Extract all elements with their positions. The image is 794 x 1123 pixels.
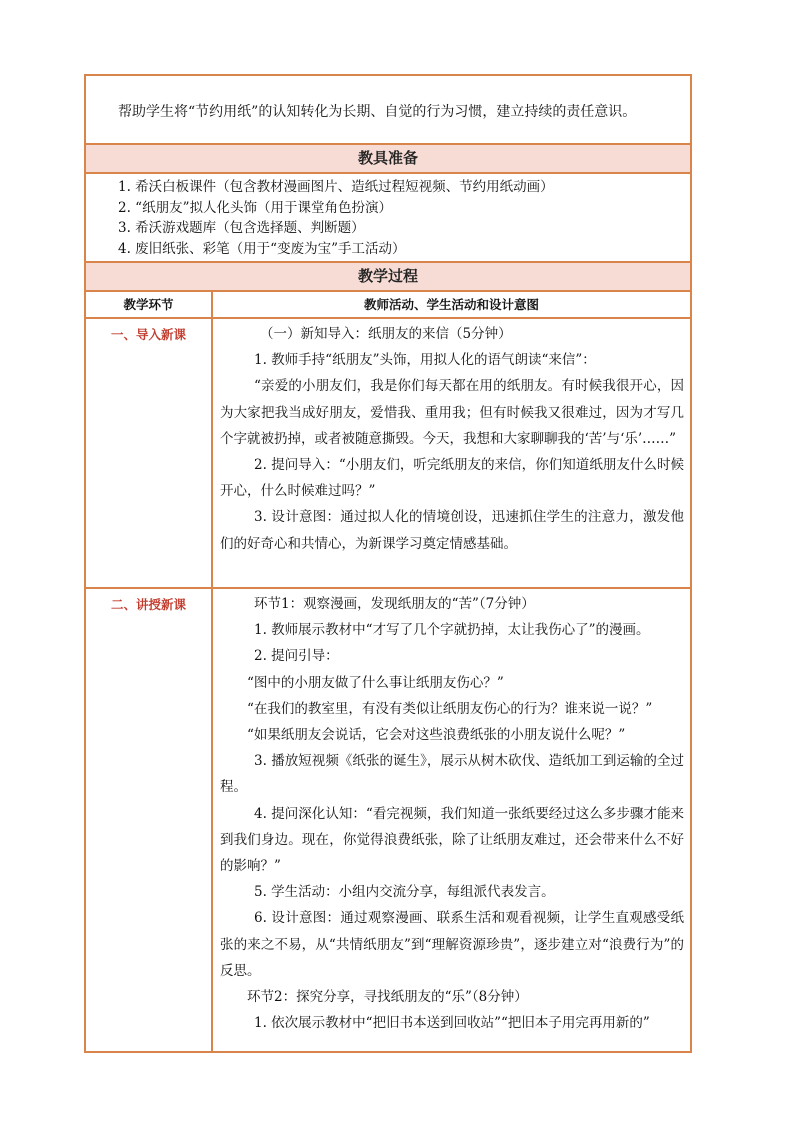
section-heading: 环节1：观察漫画，发现纸朋友的“苦”（7分钟） bbox=[254, 596, 535, 612]
goal-row bbox=[85, 75, 691, 144]
materials-item: 1. 希沃白板课件（包含教材漫画图片、造纸过程短视频、节约用纸动画） bbox=[118, 179, 554, 195]
paragraph: “亲爱的小朋友们，我是你们每天都在用的纸朋友。有时候我很开心，因为大家把我当成好朋友，爱惜我、重用我；但有时候我又很难过，因为才写几个字就被扔掉，或者被随意撕毁。今天，我想和大家聊聊我的‘苦’与‘乐’……” bbox=[220, 378, 684, 447]
section-body-intro bbox=[212, 318, 691, 588]
paragraph: 1. 教师手持“纸朋友”头饰，用拟人化的语气朗读“来信”： bbox=[254, 352, 596, 369]
column-header-row bbox=[85, 291, 691, 318]
paragraph: 1. 教师展示教材中“才写了几个字就扔掉，太让我伤心了”的漫画。 bbox=[254, 622, 650, 639]
materials-heading: 教具准备 bbox=[85, 144, 691, 173]
paragraph: “在我们的教室里，有没有类似让纸朋友伤心的行为？谁来说一说？” bbox=[247, 700, 653, 717]
process-heading: 教学过程 bbox=[85, 262, 691, 291]
paragraph: 5. 学生活动：小组内交流分享，每组派代表发言。 bbox=[254, 884, 555, 901]
materials-item: 3. 希沃游戏题库（包含选择题、判断题） bbox=[118, 220, 365, 236]
paragraph: 3. 设计意图：通过拟人化的情境创设，迅速抓住学生的注意力，激发他们的好奇心和共情心，为新课学习奠定情感基础。 bbox=[220, 509, 684, 552]
materials-list bbox=[85, 173, 691, 262]
stage-label-new-lesson: 二、讲授新课 bbox=[85, 588, 212, 1052]
section-row-new-lesson bbox=[85, 588, 691, 1052]
paragraph: “如果纸朋友会说话，它会对这些浪费纸张的小朋友说什么呢？” bbox=[247, 727, 626, 744]
lesson-plan-sheet bbox=[84, 74, 690, 1053]
paragraph: 2. 提问导入：“小朋友们，听完纸朋友的来信，你们知道纸朋友什么时候开心，什么时候难过吗？” bbox=[220, 457, 684, 500]
process-heading-row bbox=[85, 262, 691, 291]
materials-heading-row bbox=[85, 144, 691, 173]
lesson-plan-table bbox=[84, 74, 692, 1053]
paragraph: 4. 提问深化认知：“看完视频，我们知道一张纸要经过这么多步骤才能来到我们身边。现在，你觉得浪费纸张，除了让纸朋友难过，还会带来什么不好的影响？” bbox=[220, 805, 684, 875]
paragraph: 6. 设计意图：通过观察漫画、联系生活和观看视频，让学生直观感受纸张的来之不易，从“共情纸朋友”到“理解资源珍贵”，逐步建立对“浪费行为”的反思。 bbox=[220, 910, 684, 979]
paragraph: “图中的小朋友做了什么事让纸朋友伤心？” bbox=[247, 674, 504, 691]
paragraph: 1. 依次展示教材中“把旧书本送到回收站”“把旧本子用完再用新的” bbox=[254, 1015, 650, 1032]
section-body-new-lesson bbox=[212, 588, 691, 1052]
materials-item: 2. “纸朋友”拟人化头饰（用于课堂角色扮演） bbox=[118, 199, 392, 216]
section-row-intro bbox=[85, 318, 691, 588]
section-heading: 环节2：探究分享，寻找纸朋友的“乐”（8分钟） bbox=[247, 989, 528, 1006]
column-header-stage: 教学环节 bbox=[85, 291, 212, 318]
column-header-activities: 教师活动、学生活动和设计意图 bbox=[212, 291, 691, 318]
paragraph: 2. 提问引导： bbox=[254, 648, 339, 665]
materials-list-row bbox=[85, 173, 691, 262]
materials-item: 4. 废旧纸张、彩笔（用于“变废为宝”手工活动） bbox=[118, 240, 406, 257]
section-heading: （一）新知导入：纸朋友的来信（5分钟） bbox=[260, 326, 512, 342]
stage-label-intro: 一、导入新课 bbox=[85, 318, 212, 588]
paragraph: 3. 播放短视频《纸张的诞生》，展示从树木砍伐、造纸加工到运输的全过程。 bbox=[220, 753, 684, 796]
goal-text: 帮助学生将“节约用纸”的认知转化为长期、自觉的行为习惯，建立持续的责任意识。 bbox=[85, 75, 691, 144]
